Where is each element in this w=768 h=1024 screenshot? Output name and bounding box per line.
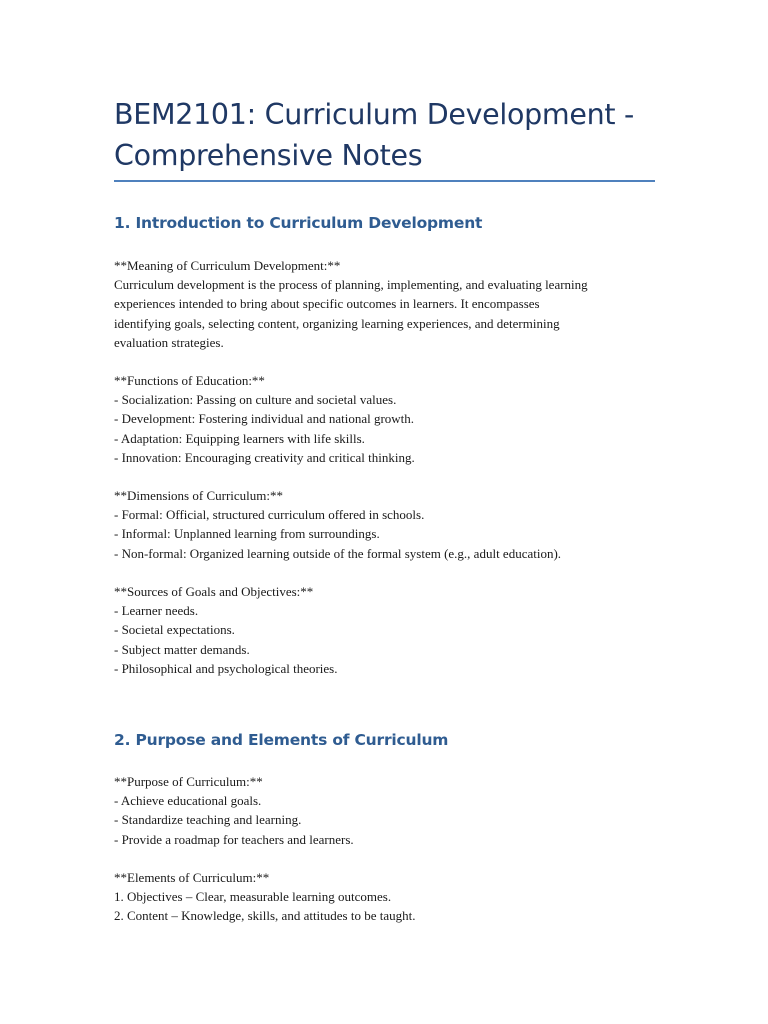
document-title (114, 94, 674, 176)
elements-label: **Elements of Curriculum:** (114, 870, 270, 885)
dimensions-block (114, 486, 659, 563)
sources-label: **Sources of Goals and Objectives:** (114, 584, 314, 599)
title-divider (114, 180, 655, 182)
list-item: - Innovation: Encouraging creativity and critical thinking. (114, 449, 415, 465)
functions-block (114, 371, 659, 467)
list-item: - Societal expectations. (114, 622, 235, 638)
list-item: 1. Objectives – Clear, measurable learning outcomes. (114, 889, 392, 905)
list-item: - Achieve educational goals. (114, 793, 262, 809)
section-heading-introduction: 1. Introduction to Curriculum Development (114, 214, 483, 232)
list-item: - Subject matter demands. (114, 641, 250, 657)
meaning-block (114, 256, 659, 352)
list-item: - Informal: Unplanned learning from surroundings. (114, 526, 380, 542)
functions-label: **Functions of Education:** (114, 373, 265, 388)
title-line: Comprehensive Notes (114, 139, 423, 172)
list-item: - Non-formal: Organized learning outside of the formal system (e.g., adult education). (114, 545, 562, 561)
purpose-label: **Purpose of Curriculum:** (114, 774, 263, 789)
paragraph-line: identifying goals, selecting content, organizing learning experiences, and determining (114, 315, 560, 331)
list-item: - Formal: Official, structured curriculum offered in schools. (114, 507, 425, 523)
list-item: - Development: Fostering individual and national growth. (114, 411, 415, 427)
title-line: BEM2101: Curriculum Development - (114, 98, 634, 131)
paragraph-line: experiences intended to bring about specific outcomes in learners. It encompasses (114, 296, 540, 312)
list-item: - Socialization: Passing on culture and societal values. (114, 392, 397, 408)
paragraph-line: evaluation strategies. (114, 334, 224, 350)
purpose-block (114, 772, 659, 849)
list-item: - Learner needs. (114, 603, 199, 619)
paragraph-line: Curriculum development is the process of planning, implementing, and evaluating learning (114, 277, 588, 293)
list-item: - Provide a roadmap for teachers and learners. (114, 831, 354, 847)
section-heading-purpose: 2. Purpose and Elements of Curriculum (114, 731, 449, 749)
elements-block (114, 868, 659, 926)
list-item: - Standardize teaching and learning. (114, 812, 302, 828)
list-item: 2. Content – Knowledge, skills, and attitudes to be taught. (114, 908, 416, 924)
dimensions-label: **Dimensions of Curriculum:** (114, 488, 283, 503)
sources-block (114, 582, 659, 678)
list-item: - Philosophical and psychological theories. (114, 660, 338, 676)
list-item: - Adaptation: Equipping learners with life skills. (114, 430, 365, 446)
meaning-label: **Meaning of Curriculum Development:** (114, 258, 341, 273)
